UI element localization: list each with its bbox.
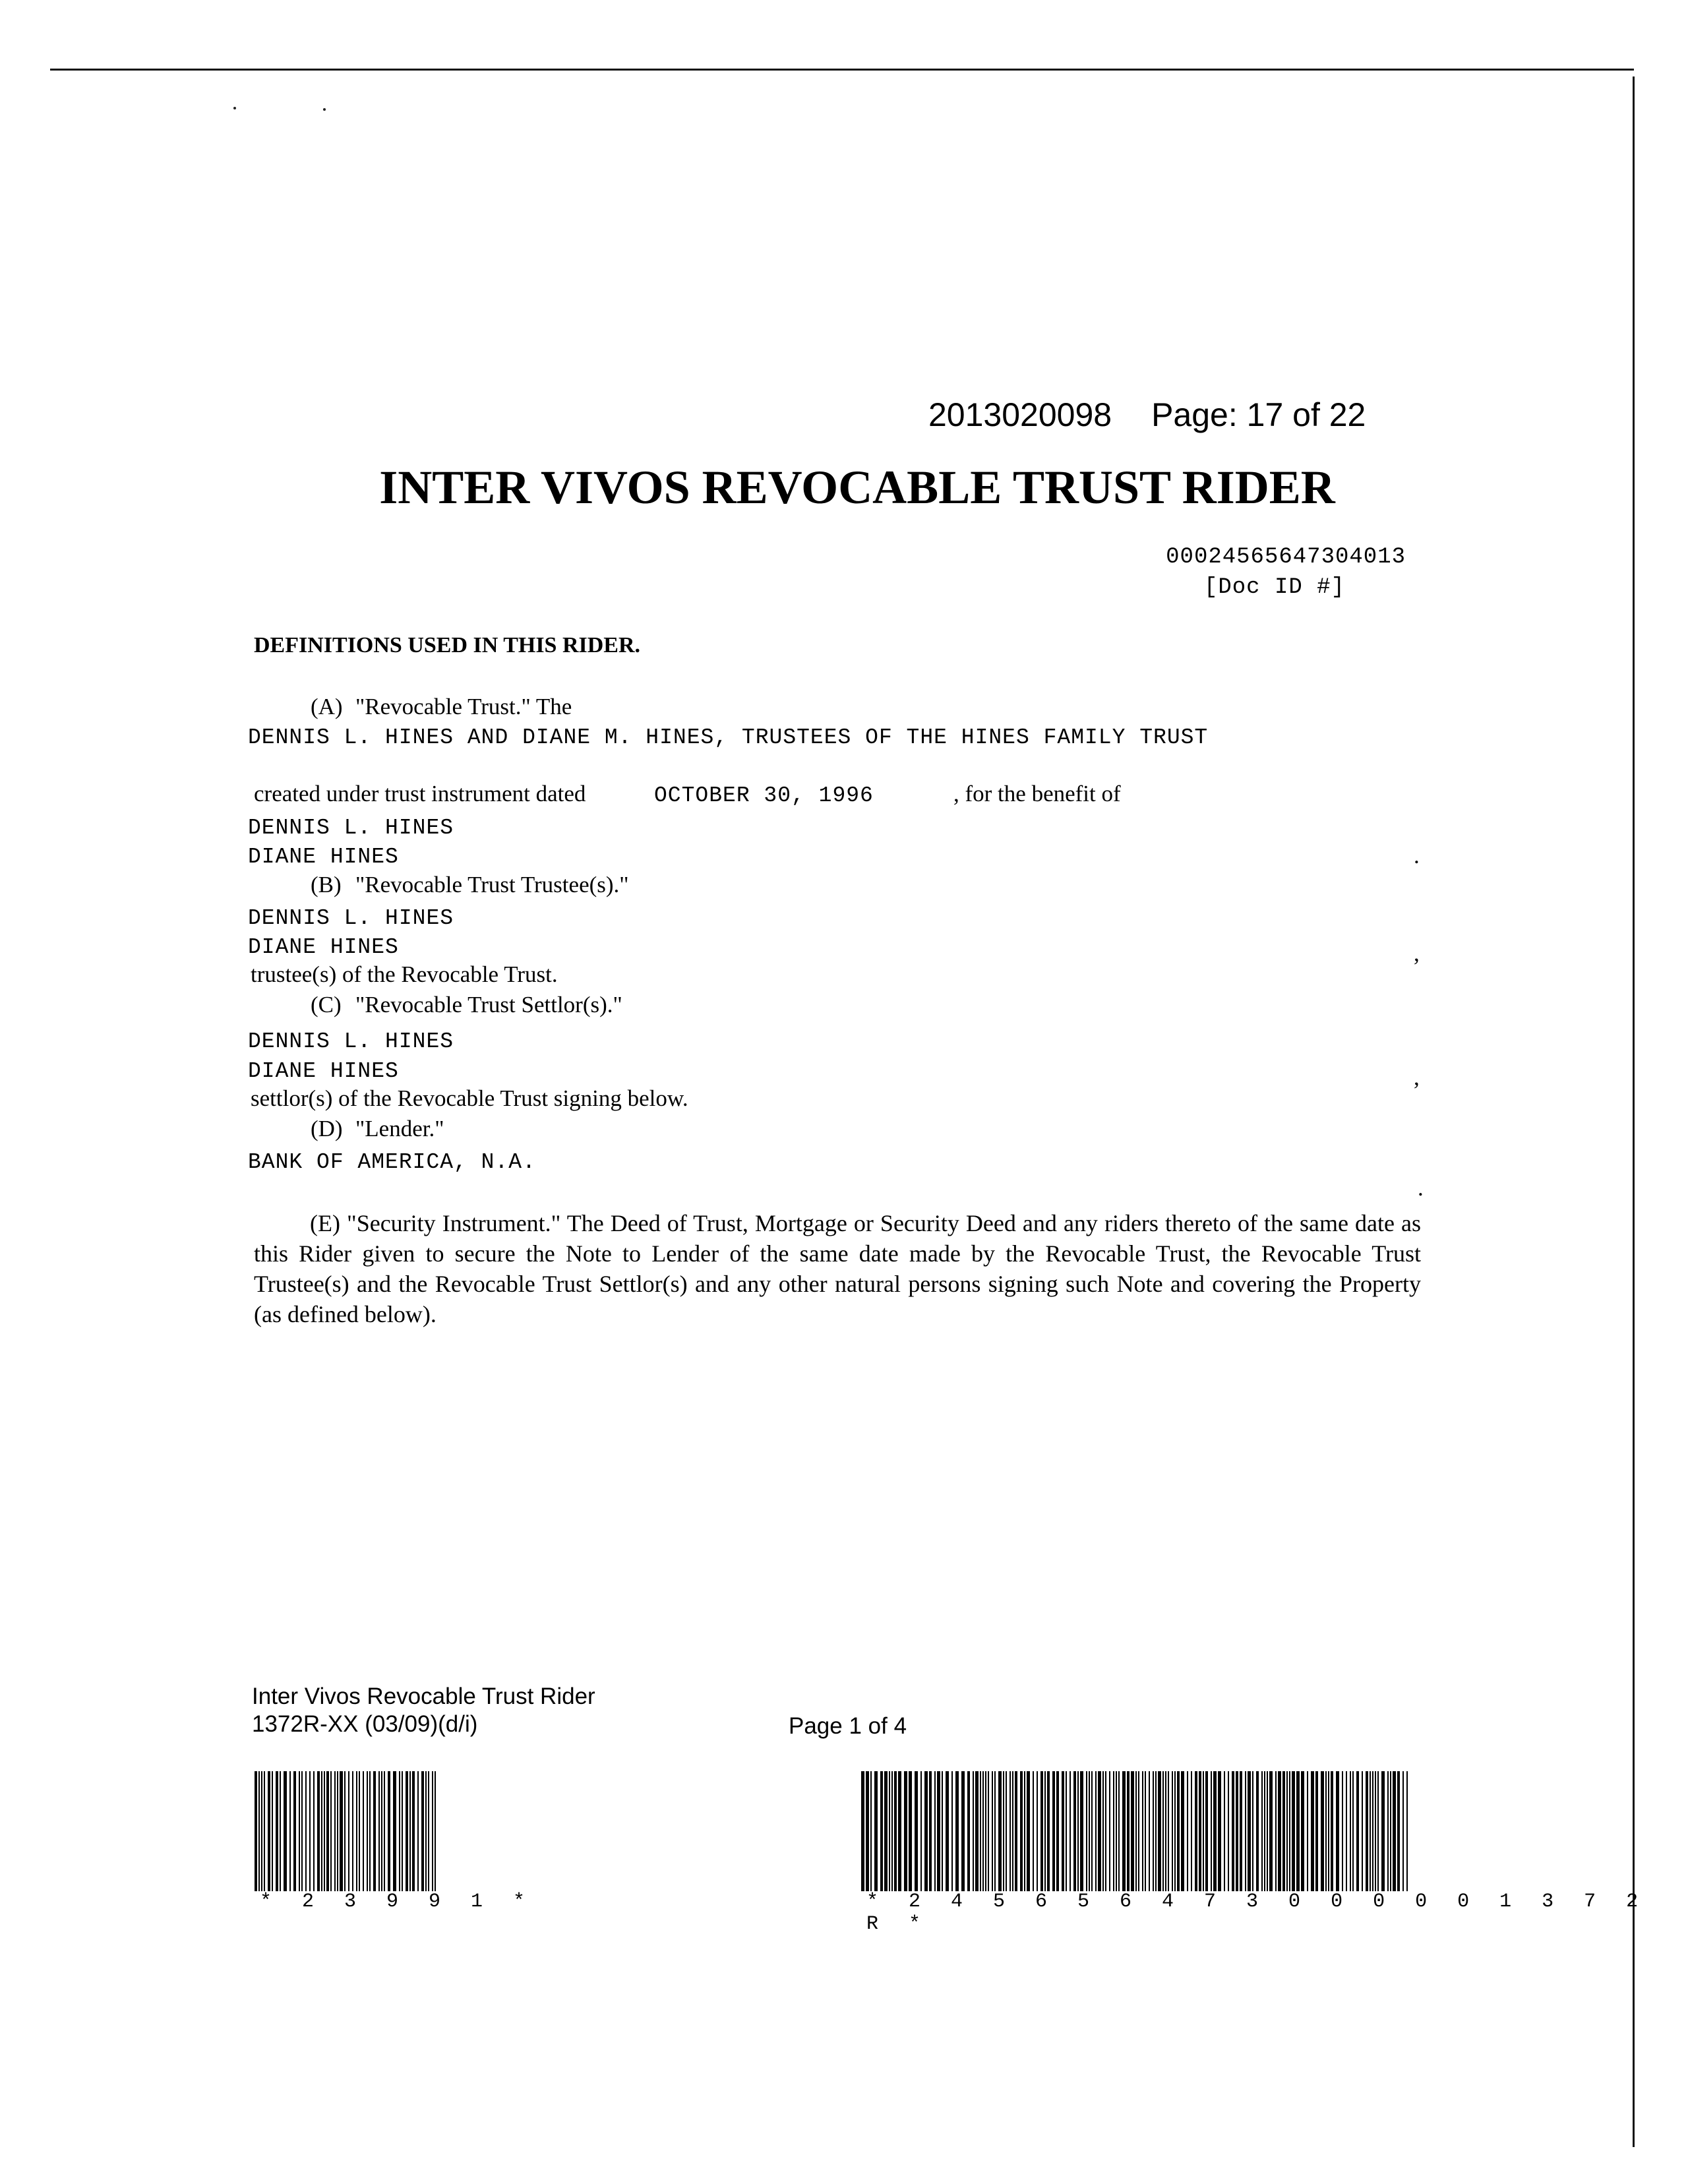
barcode-bar	[1264, 1771, 1265, 1891]
barcode-bar	[337, 1771, 338, 1891]
barcode-bar	[344, 1771, 346, 1891]
barcode-bar	[1158, 1771, 1161, 1891]
barcode-bar	[276, 1771, 278, 1891]
barcode-bar	[1352, 1771, 1354, 1891]
barcode-bar	[313, 1771, 315, 1891]
barcode-bar	[920, 1771, 922, 1891]
barcode-bar	[1089, 1771, 1090, 1891]
barcode-bar	[980, 1771, 981, 1891]
barcode-bar	[961, 1771, 965, 1891]
barcode-bar	[1109, 1771, 1110, 1891]
barcode-bar	[1390, 1771, 1391, 1891]
barcode-bar	[1315, 1771, 1318, 1891]
barcode-bar	[1012, 1771, 1013, 1891]
barcode-bar	[1248, 1771, 1251, 1891]
barcode-bar	[348, 1771, 349, 1891]
barcode-bar	[894, 1771, 897, 1891]
barcode-bar	[1275, 1771, 1277, 1891]
definition-e-paragraph: (E) "Security Instrument." The Deed of Trust, Mortgage or Security Deed and any riders thereto of the same date as this Rider given to secure the Note to Lender of the same date made by the Revocable Trust, the Revocable Trust Trustee(s) and the Revocable Trust Settlor(s) and any other natural persons signing such Note and covering the Property (as defined below).	[254, 1210, 1421, 1327]
barcode-bar	[1116, 1771, 1117, 1891]
barcode-bar	[369, 1771, 371, 1891]
barcode-bar	[861, 1771, 864, 1891]
barcode-bar	[326, 1771, 329, 1891]
barcode-bar	[1252, 1771, 1253, 1891]
definition-d-heading	[311, 1116, 444, 1142]
barcode-bar	[998, 1771, 1002, 1891]
barcode-bar	[1205, 1771, 1208, 1891]
barcode-bar	[367, 1771, 368, 1891]
definition-b-suffix: trustee(s) of the Revocable Trust.	[251, 961, 558, 987]
barcode-bar	[955, 1771, 959, 1891]
barcode-bar	[1366, 1771, 1368, 1891]
barcode-bar	[1289, 1771, 1290, 1891]
barcode-bar	[1211, 1771, 1212, 1891]
definition-c-end-mark: ,	[1414, 1064, 1420, 1090]
barcode-bar	[330, 1771, 332, 1891]
barcode-bar	[1346, 1771, 1347, 1891]
scan-border-top	[50, 69, 1634, 71]
barcode-bar	[261, 1771, 262, 1891]
barcode-bar	[1135, 1771, 1137, 1891]
barcode-bar	[321, 1771, 322, 1891]
barcode-bar	[1165, 1771, 1166, 1891]
barcode-bar	[1122, 1771, 1126, 1891]
barcode-bar	[1113, 1771, 1114, 1891]
definition-d-label: "Lender."	[355, 1116, 444, 1141]
barcode-bar	[1245, 1771, 1246, 1891]
barcode-bar	[340, 1771, 343, 1891]
barcode-bar	[988, 1771, 989, 1891]
form-title: Inter Vivos Revocable Trust Rider	[252, 1684, 595, 1709]
barcode-right-bars	[860, 1771, 1411, 1891]
definition-a-letter: (A)	[311, 694, 343, 719]
barcode-bar	[874, 1771, 878, 1891]
barcode-bar	[381, 1771, 382, 1891]
barcode-bar	[1387, 1771, 1389, 1891]
barcode-bar	[1077, 1771, 1079, 1891]
barcode-bar	[884, 1771, 888, 1891]
barcode-bar	[915, 1771, 918, 1891]
barcode-left-text: * 2 3 9 9 1 *	[260, 1891, 535, 1913]
barcode-bar	[924, 1771, 928, 1891]
barcode-bar	[1027, 1771, 1030, 1891]
barcode-bar	[1073, 1771, 1076, 1891]
barcode-bar	[1168, 1771, 1169, 1891]
barcode-bar	[937, 1771, 940, 1891]
barcode-bar	[1375, 1771, 1376, 1891]
barcode-bar	[1118, 1771, 1120, 1891]
barcode-bar	[1402, 1771, 1404, 1891]
barcode-bar	[992, 1771, 993, 1891]
barcode-bar	[1240, 1771, 1242, 1891]
definition-a-heading	[311, 694, 572, 720]
barcode-bar	[1024, 1771, 1025, 1891]
barcode-bar	[258, 1771, 260, 1891]
trust-name: DENNIS L. HINES AND DIANE M. HINES, TRUSTEES OF THE HINES FAMILY TRUST	[248, 725, 1209, 750]
barcode-bar	[1393, 1771, 1396, 1891]
barcode-bar	[1325, 1771, 1327, 1891]
barcode-bar	[951, 1771, 953, 1891]
scan-speck	[233, 107, 236, 109]
created-suffix: , for the benefit of	[953, 781, 1121, 806]
definition-b-label: "Revocable Trust Trustee(s)."	[355, 872, 629, 897]
barcode-bar	[378, 1771, 380, 1891]
barcode-bar	[384, 1771, 385, 1891]
barcode-bar	[373, 1771, 376, 1891]
barcode-bar	[1091, 1771, 1093, 1891]
barcode-bar	[289, 1771, 291, 1891]
barcode-bar	[1256, 1771, 1259, 1891]
doc-id-number: 00024565647304013	[1166, 545, 1406, 570]
barcode-bar	[1181, 1771, 1184, 1891]
beneficiary-1: DENNIS L. HINES	[248, 816, 454, 840]
barcode-bar	[356, 1771, 357, 1891]
barcode-bar	[1381, 1771, 1385, 1891]
barcode-bar	[1191, 1771, 1192, 1891]
barcode-bar	[1406, 1771, 1408, 1891]
barcode-bar	[1086, 1771, 1087, 1891]
barcode-bar	[1066, 1771, 1067, 1891]
barcode-bar	[1292, 1771, 1295, 1891]
barcode-bar	[268, 1771, 270, 1891]
barcode-bar	[309, 1771, 311, 1891]
recording-number: 2013020098	[928, 396, 1112, 433]
barcode-bar	[1105, 1771, 1106, 1891]
barcode-bar	[1174, 1771, 1176, 1891]
barcode-bar	[891, 1771, 893, 1891]
barcode-bar	[417, 1771, 419, 1891]
barcode-bar	[1195, 1771, 1197, 1891]
trust-date: OCTOBER 30, 1996	[654, 783, 874, 808]
trustee-2: DIANE HINES	[248, 935, 399, 959]
barcode-bar	[1350, 1771, 1351, 1891]
barcode-bar	[1153, 1771, 1154, 1891]
barcode-bar	[1145, 1771, 1146, 1891]
barcode-bar	[1003, 1771, 1004, 1891]
barcode-bar	[1311, 1771, 1314, 1891]
barcode-bar	[1397, 1771, 1400, 1891]
barcode-bar	[1070, 1771, 1071, 1891]
barcode-bar	[1102, 1771, 1104, 1891]
barcode-bar	[1044, 1771, 1046, 1891]
barcode-bar	[359, 1771, 360, 1891]
barcode-bar	[421, 1771, 424, 1891]
barcode-bar	[1127, 1771, 1130, 1891]
barcode-bar	[1328, 1771, 1329, 1891]
barcode-bar	[946, 1771, 949, 1891]
barcode-bar	[1040, 1771, 1043, 1891]
definition-c-heading	[311, 992, 622, 1018]
definition-c-suffix: settlor(s) of the Revocable Trust signing below.	[251, 1085, 688, 1111]
barcode-bar	[301, 1771, 303, 1891]
lender-name: BANK OF AMERICA, N.A.	[248, 1150, 536, 1174]
barcode-left	[253, 1771, 534, 1913]
barcode-bar	[1080, 1771, 1083, 1891]
barcode-bar	[272, 1771, 273, 1891]
form-code: 1372R-XX (03/09)(d/i)	[252, 1711, 478, 1737]
barcode-bar	[1155, 1771, 1157, 1891]
barcode-bar	[1278, 1771, 1281, 1891]
barcode-bar	[1187, 1771, 1188, 1891]
definition-a-label: "Revocable Trust." The	[355, 694, 572, 719]
barcode-bar	[399, 1771, 400, 1891]
barcode-bar	[293, 1771, 296, 1891]
barcode-bar	[1267, 1771, 1268, 1891]
barcode-bar	[909, 1771, 912, 1891]
barcode-bar	[889, 1771, 890, 1891]
barcode-bar	[264, 1771, 265, 1891]
beneficiary-2: DIANE HINES	[248, 845, 399, 869]
barcode-bar	[280, 1771, 281, 1891]
barcode-bar	[305, 1771, 307, 1891]
barcode-bar	[324, 1771, 325, 1891]
definition-d-end-mark: .	[1418, 1175, 1424, 1201]
barcode-bar	[1301, 1771, 1304, 1891]
barcode-bar	[870, 1771, 872, 1891]
barcode-bar	[255, 1771, 257, 1891]
barcode-bar	[1261, 1771, 1263, 1891]
barcode-bar	[1331, 1771, 1333, 1891]
barcode-bar	[425, 1771, 427, 1891]
barcode-bar	[1224, 1771, 1225, 1891]
barcode-bar	[1307, 1771, 1308, 1891]
barcode-bar	[299, 1771, 300, 1891]
form-info	[252, 1683, 595, 1738]
definition-c-label: "Revocable Trust Settlor(s)."	[355, 992, 622, 1017]
barcode-bar	[967, 1771, 970, 1891]
barcode-bar	[1138, 1771, 1139, 1891]
barcode-bar	[866, 1771, 869, 1891]
barcode-bar	[1370, 1771, 1371, 1891]
definition-d-letter: (D)	[311, 1116, 343, 1141]
doc-id-label: [Doc ID #]	[1203, 575, 1345, 600]
barcode-bar	[1006, 1771, 1007, 1891]
barcode-bar	[1172, 1771, 1173, 1891]
barcode-bar	[363, 1771, 364, 1891]
barcode-bar	[1131, 1771, 1134, 1891]
barcode-bar	[317, 1771, 320, 1891]
recording-page: Page: 17 of 22	[1151, 396, 1366, 433]
barcode-bar	[428, 1771, 429, 1891]
recording-stamp	[928, 396, 1366, 434]
definition-a-end-mark: .	[1414, 843, 1420, 868]
definition-c-letter: (C)	[311, 992, 342, 1017]
barcode-bar	[409, 1771, 411, 1891]
definition-b-heading	[311, 872, 629, 898]
barcode-bar	[934, 1771, 936, 1891]
barcode-bar	[402, 1771, 403, 1891]
barcode-bar	[880, 1771, 883, 1891]
barcode-bar	[1199, 1771, 1201, 1891]
barcode-bar	[1149, 1771, 1150, 1891]
barcode-bar	[1095, 1771, 1097, 1891]
barcode-bar	[1062, 1771, 1064, 1891]
barcode-bar	[432, 1771, 433, 1891]
barcode-bar	[388, 1771, 390, 1891]
barcode-bar	[1033, 1771, 1034, 1891]
barcode-bar	[1056, 1771, 1059, 1891]
barcode-bar	[929, 1771, 932, 1891]
barcode-bar	[412, 1771, 415, 1891]
barcode-bar	[1342, 1771, 1343, 1891]
barcode-bar	[1015, 1771, 1017, 1891]
barcode-left-bars	[253, 1771, 439, 1891]
barcode-bar	[942, 1771, 943, 1891]
barcode-bar	[393, 1771, 396, 1891]
created-prefix: created under trust instrument dated	[254, 781, 586, 806]
barcode-bar	[1047, 1771, 1050, 1891]
barcode-bar	[1020, 1771, 1023, 1891]
barcode-bar	[1228, 1771, 1229, 1891]
barcode-bar	[973, 1771, 974, 1891]
barcode-bar	[1377, 1771, 1379, 1891]
barcode-bar	[352, 1771, 353, 1891]
barcode-bar	[975, 1771, 979, 1891]
page-indicator: Page 1 of 4	[789, 1713, 907, 1739]
barcode-bar	[1362, 1771, 1363, 1891]
definition-b-letter: (B)	[311, 872, 342, 897]
barcode-bar	[1052, 1771, 1055, 1891]
definitions-heading: DEFINITIONS USED IN THIS RIDER.	[254, 633, 641, 657]
barcode-bar	[1162, 1771, 1164, 1891]
barcode-bar	[284, 1771, 287, 1891]
barcode-bar	[1286, 1771, 1288, 1891]
barcode-bar	[334, 1771, 336, 1891]
barcode-bar	[1177, 1771, 1180, 1891]
barcode-bar	[1372, 1771, 1373, 1891]
barcode-bar	[1356, 1771, 1359, 1891]
document-title: INTER VIVOS REVOCABLE TRUST RIDER	[379, 461, 1335, 514]
barcode-bar	[1142, 1771, 1143, 1891]
barcode-bar	[406, 1771, 408, 1891]
barcode-bar	[1269, 1771, 1273, 1891]
barcode-right-text: * 2 4 5 6 5 6 4 7 3 0 0 0 0 0 1 3 7 2 R *	[866, 1891, 1648, 1935]
barcode-bar	[1010, 1771, 1011, 1891]
trustee-1: DENNIS L. HINES	[248, 906, 454, 930]
barcode-bar	[904, 1771, 907, 1891]
barcode-bar	[994, 1771, 996, 1891]
barcode-bar	[1321, 1771, 1324, 1891]
barcode-bar	[435, 1771, 436, 1891]
barcode-bar	[982, 1771, 984, 1891]
barcode-bar	[1296, 1771, 1300, 1891]
barcode-bar	[1203, 1771, 1204, 1891]
barcode-bar	[1218, 1771, 1221, 1891]
barcode-bar	[1232, 1771, 1234, 1891]
barcode-right	[860, 1771, 1688, 1935]
barcode-bar	[985, 1771, 986, 1891]
definition-b-end-mark: ,	[1414, 940, 1420, 966]
settlor-1: DENNIS L. HINES	[248, 1029, 454, 1054]
barcode-bar	[1213, 1771, 1217, 1891]
barcode-bar	[1282, 1771, 1285, 1891]
scan-speck	[323, 108, 326, 111]
barcode-bar	[1037, 1771, 1038, 1891]
barcode-bar	[1098, 1771, 1101, 1891]
barcode-bar	[1336, 1771, 1339, 1891]
barcode-bar	[898, 1771, 901, 1891]
settlor-2: DIANE HINES	[248, 1059, 399, 1083]
barcode-bar	[1236, 1771, 1238, 1891]
